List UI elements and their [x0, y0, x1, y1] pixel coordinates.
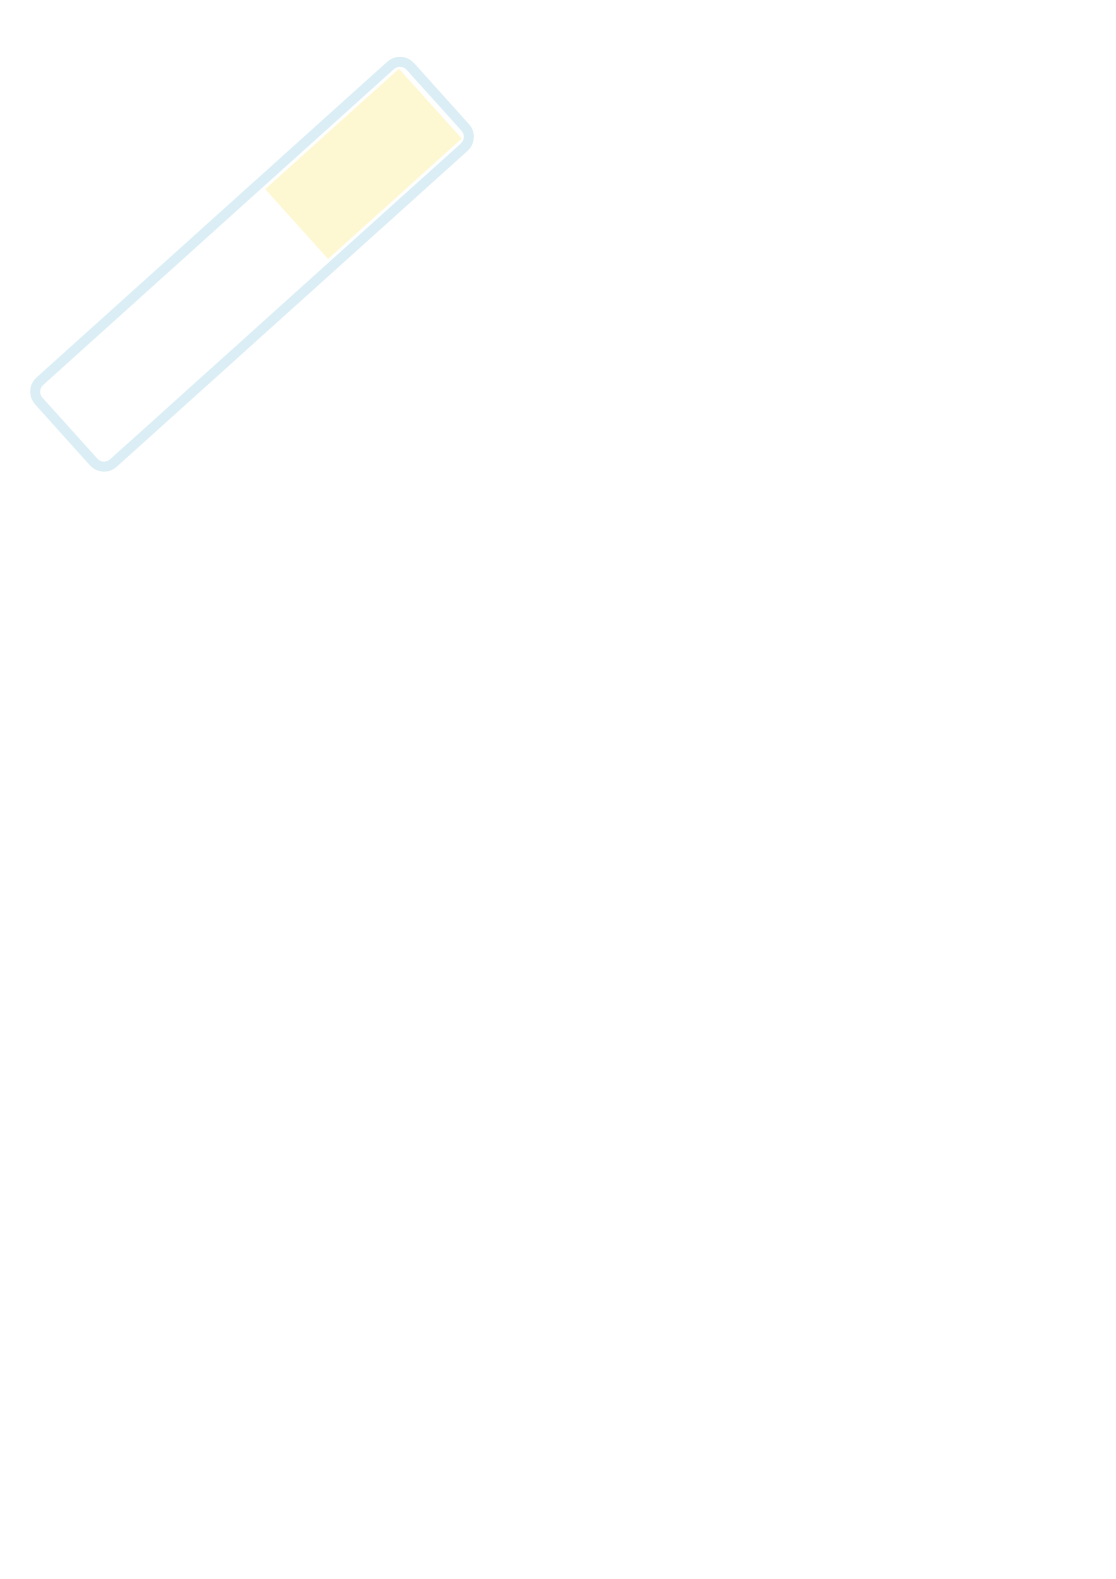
- skuola-watermark-logo: [20, 40, 490, 510]
